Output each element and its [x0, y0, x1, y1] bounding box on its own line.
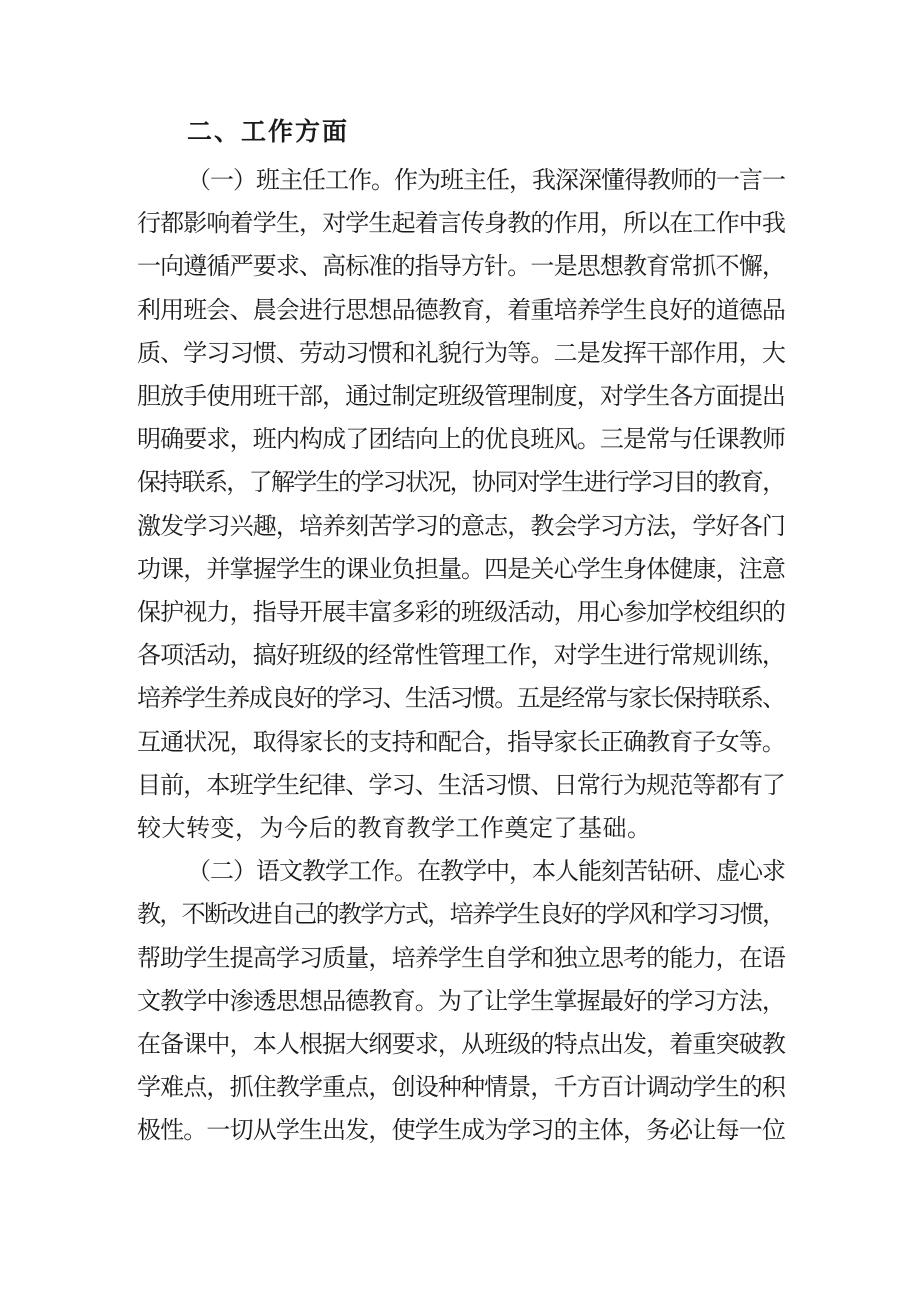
paragraph-line: 保持联系，了解学生的学习状况，协同对学生进行学习目的教育，: [137, 468, 785, 497]
paragraph-line: 利用班会、晨会进行思想品德教育，着重培养学生良好的道德品: [137, 295, 785, 324]
paragraph-line: 功课，并掌握学生的课业负担量。四是关心学生身体健康，注意: [137, 554, 785, 583]
paragraph-line: 帮助学生提高学习质量，培养学生自学和独立思考的能力，在语: [137, 943, 785, 972]
paragraph-line: 保护视力，指导开展丰富多彩的班级活动，用心参加学校组织的: [137, 598, 785, 626]
paragraph-line: 质、学习习惯、劳动习惯和礼貌行为等。二是发挥干部作用，大: [137, 338, 785, 367]
paragraph-line: 学难点，抓住教学重点，创设种种情景，千方百计调动学生的积: [137, 1073, 785, 1102]
paragraph-line: （一）班主任工作。作为班主任，我深深懂得教师的一言一: [187, 166, 785, 194]
paragraph-line: 互通状况，取得家长的支持和配合，指导家长正确教育子女等。: [137, 727, 785, 756]
paragraph-line: 极性。一切从学生出发，使学生成为学习的主体，务必让每一位: [137, 1116, 785, 1145]
paragraph-line: 行都影响着学生，对学生起着言传身教的作用，所以在工作中我: [137, 209, 785, 238]
paragraph-line: 培养学生养成良好的学习、生活习惯。五是经常与家长保持联系、: [137, 684, 785, 713]
section-heading: 二、工作方面: [187, 117, 350, 146]
paragraph-line: 目前，本班学生纪律、学习、生活习惯、日常行为规范等都有了: [137, 770, 785, 799]
paragraph-line: （二）语文教学工作。在教学中，本人能刻苦钻研、虚心求: [187, 857, 785, 886]
paragraph-line: 文教学中渗透思想品德教育。为了让学生掌握最好的学习方法，: [137, 986, 785, 1015]
paragraph-line: 胆放手使用班干部，通过制定班级管理制度，对学生各方面提出: [137, 382, 785, 410]
paragraph-line: 较大转变，为今后的教育教学工作奠定了基础。: [137, 814, 652, 842]
paragraph-line: 明确要求，班内构成了团结向上的优良班风。三是常与任课教师: [137, 425, 785, 454]
paragraph-line: 一向遵循严要求、高标准的指导方针。一是思想教育常抓不懈，: [137, 252, 785, 281]
paragraph-line: 各项活动，搞好班级的经常性管理工作，对学生进行常规训练，: [137, 641, 785, 670]
paragraph-line: 在备课中，本人根据大纲要求，从班级的特点出发，着重突破教: [137, 1030, 785, 1058]
paragraph-line: 教，不断改进自己的教学方式，培养学生良好的学风和学习习惯，: [137, 900, 785, 929]
paragraph-line: 激发学习兴趣，培养刻苦学习的意志，教会学习方法，学好各门: [137, 511, 785, 540]
